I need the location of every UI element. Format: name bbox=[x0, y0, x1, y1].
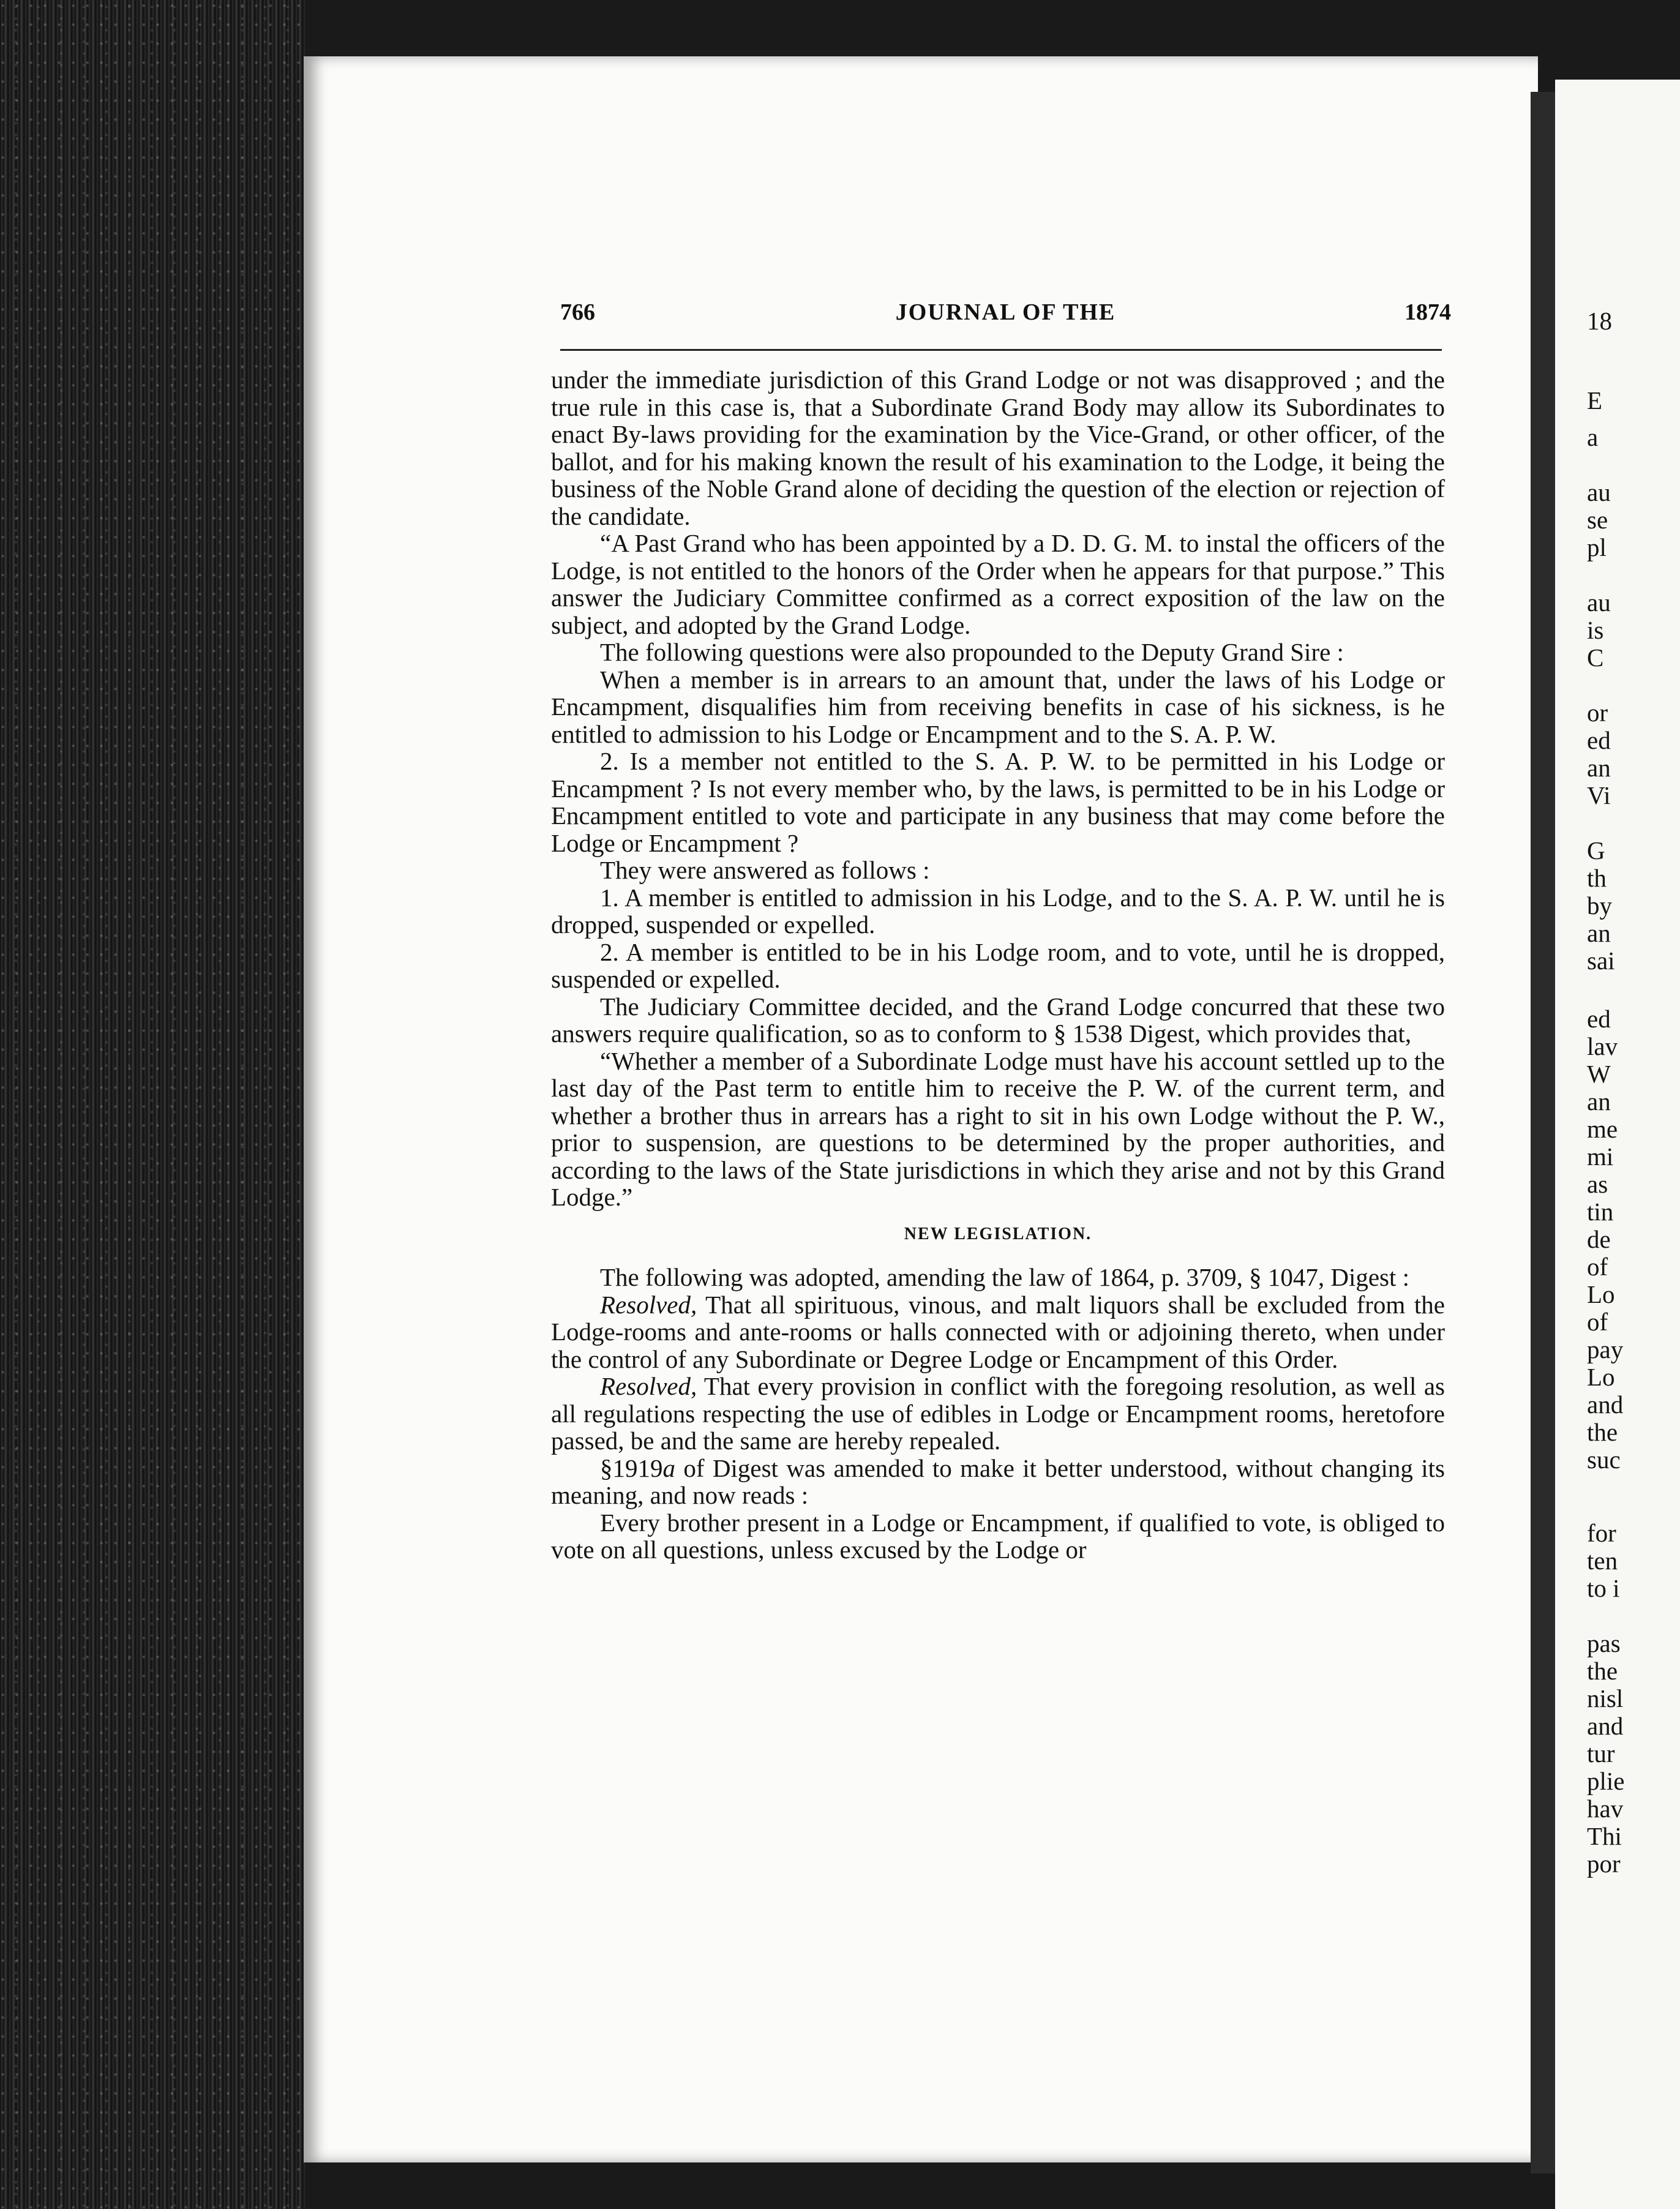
next-page-fragment: Lo bbox=[1587, 1363, 1615, 1391]
paragraph: When a member is in arrears to an amount that, under the laws of his Lodge or Encampment, disqualifies him from receiving benefits in case of his sickness, is he entitled to admission to his Lodge or Encampment and to the S. A. P. W. bbox=[551, 665, 1445, 748]
resolved-label: Resolved, bbox=[600, 1290, 697, 1319]
next-page-fragment: an bbox=[1587, 1087, 1611, 1116]
next-page-fragment: por bbox=[1587, 1850, 1621, 1878]
paragraph: “A Past Grand who has been appointed by a D. D. G. M. to instal the officers of the Lodge, is not entitled to the honors of the Order when he appears for that purpose.” This answer the Judiciary Committee confirmed as a correct exposition of the law on the subject, and adopted by the Grand Lodge. bbox=[551, 529, 1445, 639]
next-page-fragment: as bbox=[1587, 1170, 1608, 1198]
header-rule bbox=[560, 349, 1442, 351]
next-page-fragment: tur bbox=[1587, 1739, 1615, 1768]
resolution-text: That every provision in conflict with the foregoing resolution, as well as all regulations respecting the use of edibles in Lodge or Encampment rooms, heretofore passed, be and the same are hereby repealed. bbox=[551, 1372, 1445, 1455]
section-amendment-text: of Digest was amended to make it better understood, without changing its meaning, and now reads : bbox=[551, 1453, 1445, 1509]
next-page-fragment: me bbox=[1587, 1115, 1618, 1143]
next-page-fragment: and bbox=[1587, 1390, 1624, 1419]
next-page-fragment: nisl bbox=[1587, 1684, 1624, 1712]
next-page-fragment: an bbox=[1587, 754, 1611, 782]
next-page-fragment: E bbox=[1587, 386, 1603, 414]
spine-speckle-texture bbox=[0, 0, 306, 2209]
header-year: 1874 bbox=[1404, 299, 1451, 325]
section-ref-suffix: a bbox=[662, 1453, 675, 1482]
paragraph: “Whether a member of a Subordinate Lodge must have his account settled up to the last day of the Past term to entitle him to receive the P. W. of the current term, and whether a brother thus in arrears has a right to sit in his own Lodge without the P. W., prior to suspension, are questions to be determined by the proper authorities, and according to the laws of the State jurisdictions in which they arise and not by this Grand Lodge.” bbox=[551, 1046, 1445, 1211]
paragraph: 1. A member is entitled to admission in his Lodge, and to the S. A. P. W. until he is dropped, suspended or expelled. bbox=[551, 883, 1445, 939]
next-page-fragment: a bbox=[1587, 423, 1599, 451]
running-title: JOURNAL OF THE bbox=[895, 299, 1116, 325]
next-page-fragment: ed bbox=[1587, 1005, 1611, 1033]
running-header bbox=[560, 299, 1451, 342]
next-page-fragment: W bbox=[1587, 1060, 1611, 1088]
paragraph: 2. Is a member not entitled to the S. A. P. W. to be permitted in his Lodge or Encampment ? Is not every member who, by the laws, is permitted to be in his Lodge or Encampment entitled to vote and participate in any business that may come before the Lodge or Encampment ? bbox=[551, 747, 1445, 857]
next-page-fragment: ed bbox=[1587, 726, 1611, 754]
next-page-fragment: tin bbox=[1587, 1198, 1614, 1226]
paragraph: under the immediate jurisdiction of this Grand Lodge or not was disapproved ; and the true rule in this case is, that a Subordinate Grand Body may allow its Subordinates to enact By-laws providing for the examination by the Vice-Grand, or other officer, of the ballot, and for his making known the result of his examination to the Lodge, it being the business of the Noble Grand alone of deciding the question of the election or rejection of the candidate. bbox=[551, 366, 1445, 530]
next-page-fragment: of bbox=[1587, 1253, 1608, 1281]
next-page-fragment: by bbox=[1587, 891, 1612, 920]
paragraph: The following questions were also propounded to the Deputy Grand Sire : bbox=[600, 638, 1344, 666]
page-gutter-shadow bbox=[1531, 92, 1555, 2173]
next-page-fragment: pay bbox=[1587, 1335, 1624, 1363]
next-page-fragment: or bbox=[1587, 699, 1608, 727]
next-page-fragment: sai bbox=[1587, 947, 1615, 975]
next-page-fragment: of bbox=[1587, 1308, 1608, 1336]
next-page-fragment: de bbox=[1587, 1225, 1611, 1253]
resolution-1 bbox=[551, 1291, 1445, 1373]
next-page-fragment: mi bbox=[1587, 1142, 1614, 1171]
next-page-fragment: and bbox=[1587, 1712, 1624, 1740]
next-page-fragment: is bbox=[1587, 616, 1604, 644]
next-page-fragment: au bbox=[1587, 588, 1611, 617]
next-page-fragment: pas bbox=[1587, 1629, 1621, 1657]
next-page-fragment: plie bbox=[1587, 1767, 1625, 1795]
next-page-fragment: au bbox=[1587, 478, 1611, 506]
next-page-fragment: C bbox=[1587, 643, 1604, 672]
next-page-fragment: an bbox=[1587, 919, 1611, 947]
next-page-fragment: Lo bbox=[1587, 1280, 1615, 1308]
next-page-fragment: G bbox=[1587, 836, 1605, 864]
next-page-fragment: to i bbox=[1587, 1574, 1620, 1602]
paragraph: The Judiciary Committee decided, and the Grand Lodge concurred that these two answers require qualification, so as to conform to § 1538 Digest, which provides that, bbox=[551, 992, 1445, 1048]
section-amendment bbox=[551, 1455, 1445, 1509]
resolution-text: That all spirituous, vinous, and malt liquors shall be excluded from the Lodge-rooms and ante-rooms or halls connected with or adjoining thereto, when under the control of any Subordinate or Degree Lodge or Encampment of this Order. bbox=[551, 1290, 1445, 1373]
next-page-fragment: lav bbox=[1587, 1032, 1618, 1060]
next-page-fragment: Thi bbox=[1587, 1822, 1622, 1850]
legislation-intro: The following was adopted, amending the law of 1864, p. 3709, § 1047, Digest : bbox=[600, 1263, 1410, 1291]
next-page-fragment: th bbox=[1587, 864, 1607, 892]
next-page-fragment: the bbox=[1587, 1657, 1618, 1685]
resolved-label: Resolved, bbox=[600, 1372, 697, 1400]
paragraph: 2. A member is entitled to be in his Lodge room, and to vote, until he is dropped, suspended or expelled. bbox=[551, 937, 1445, 993]
right-page-edge bbox=[1555, 80, 1680, 2209]
next-page-fragment: hav bbox=[1587, 1795, 1624, 1823]
section-ref: §1919 bbox=[600, 1453, 663, 1482]
next-page-fragment: Vi bbox=[1587, 781, 1611, 809]
page-body bbox=[551, 366, 1445, 1564]
final-paragraph: Every brother present in a Lodge or Encampment, if qualified to vote, is obliged to vote on all questions, unless excused by the Lodge or bbox=[551, 1508, 1445, 1564]
page-number: 766 bbox=[560, 299, 595, 325]
resolution-2 bbox=[551, 1373, 1445, 1455]
next-page-fragment: pl bbox=[1587, 533, 1607, 561]
next-page-fragment: ten bbox=[1587, 1547, 1618, 1575]
next-page-fragment: the bbox=[1587, 1418, 1618, 1446]
next-page-fragment: suc bbox=[1587, 1446, 1621, 1474]
next-page-fragment: se bbox=[1587, 506, 1608, 534]
section-heading: NEW LEGISLATION. bbox=[904, 1224, 1092, 1243]
paragraph: They were answered as follows : bbox=[600, 856, 930, 884]
next-page-fragment: for bbox=[1587, 1519, 1616, 1547]
next-page-fragment: 18 bbox=[1587, 307, 1612, 335]
